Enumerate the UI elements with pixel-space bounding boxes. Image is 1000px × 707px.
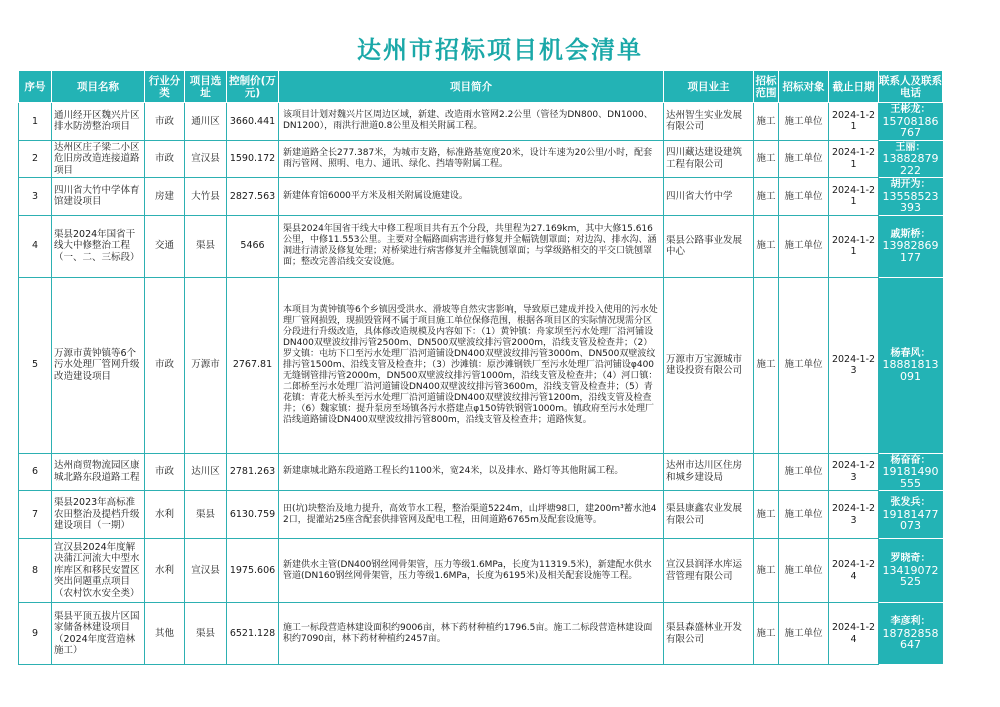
cell-category: 市政 xyxy=(145,277,185,453)
cell-scope: 施工 xyxy=(754,103,779,141)
cell-category: 交通 xyxy=(145,215,185,277)
contact-phone: 13419072525 xyxy=(882,563,939,589)
cell-target: 施工单位 xyxy=(779,277,829,453)
cell-contact xyxy=(879,603,943,665)
cell-no: 6 xyxy=(19,453,52,491)
cell-target: 施工单位 xyxy=(779,539,829,603)
cell-name: 通川经开区魏兴片区排水防涝整治项目 xyxy=(52,103,145,141)
cell-contact xyxy=(879,103,943,141)
cell-location: 渠县 xyxy=(185,491,227,539)
contact-name: 杨春风： xyxy=(890,347,931,359)
cell-price: 5466 xyxy=(227,215,279,277)
contact-name: 罗晓奇： xyxy=(890,553,931,565)
cell-intro: 新建道路全长277.387米，为城市支路，标准路基宽度20米，设计车速为20公里/小时，配套雨污管网、照明、电力、通讯、绿化、挡墙等附属工程。 xyxy=(279,140,664,178)
cell-owner: 渠县森盛林业开发有限公司 xyxy=(664,603,754,665)
cell-scope xyxy=(754,453,779,491)
project-table xyxy=(18,70,943,665)
cell-deadline: 2024-1-23 xyxy=(829,491,879,539)
cell-owner: 四川省大竹中学 xyxy=(664,178,754,216)
cell-name: 达州区庄子梁二小区危旧房改造连接道路项目 xyxy=(52,140,145,178)
contact-phone: 13558523393 xyxy=(882,189,939,214)
cell-no: 8 xyxy=(19,539,52,603)
cell-no: 1 xyxy=(19,103,52,141)
cell-name: 渠县平顶五拔片区国家储备林建设项目（2024年度营造林施工） xyxy=(52,603,145,665)
header-location: 项目选址 xyxy=(185,71,227,103)
header-scope: 招标范围 xyxy=(754,71,779,103)
cell-deadline: 2024-1-21 xyxy=(829,178,879,216)
cell-target: 施工单位 xyxy=(779,453,829,491)
cell-category: 市政 xyxy=(145,103,185,141)
cell-owner: 四川藏达建设建筑工程有限公司 xyxy=(664,140,754,178)
cell-intro: 新建体育馆6000平方米及相关附属设施建设。 xyxy=(279,178,664,216)
cell-deadline: 2024-1-21 xyxy=(829,215,879,277)
cell-target: 施工单位 xyxy=(779,140,829,178)
cell-name: 万源市黄钟镇等6个污水处理厂管网升级改造建设项目 xyxy=(52,277,145,453)
cell-category: 市政 xyxy=(145,140,185,178)
cell-location: 渠县 xyxy=(185,215,227,277)
cell-owner: 渠县康鑫农业发展有限公司 xyxy=(664,491,754,539)
cell-category: 水利 xyxy=(145,539,185,603)
contact-phone: 13882879222 xyxy=(882,152,939,177)
cell-scope: 施工 xyxy=(754,277,779,453)
header-no: 序号 xyxy=(19,71,52,103)
cell-target: 施工单位 xyxy=(779,491,829,539)
cell-intro: 新建供水主管(DN400钢丝网骨架管，压力等级1.6MPa，长度为11319.5米)，新建配水供水管道(DN160钢丝网骨架管，压力等级1.6MPa，长度为6195米)及相关配套设施等工程。 xyxy=(279,539,664,603)
header-target: 招标对象 xyxy=(779,71,829,103)
cell-contact xyxy=(879,277,943,453)
cell-intro: 本项目为黄钟镇等6个乡镇因受洪水、滑坡等自然灾害影响，导致原已建成并投入使用的污水处理厂管网损毁，现损毁管网不属于项目施工单位保修范围，根据各项目区的实际情况现需分区分段进行升级改造，具体修改造规模及内容如下：（1）黄钟镇：舟家坝至污水处理厂沿河铺设DN400双壁波纹排污管2500m、DN500双壁波纹排污管2000m，沿线支管及检查井；（2）罗文镇：屯坊下口至污水处理厂沿河道铺设DN400双壁波纹排污管3000m、DN500双壁波纹排污管1500m、沿线支管及检查井；（3）沙滩镇：原沙滩钢铁厂至污水处理厂沿河铺设φ400无缝钢管排污管2000m，DN500双壁波纹排污管1000m，沿线支管及检查井；（4）河口镇：二郎桥至污水处理厂沿河道铺设DN400双壁波纹排污管3600m，沿线支管及检查井；（5）青花镇：青花大桥头至污水处理厂沿河道铺设DN400双壁波纹排污管1200m，沿线支管及检查井；（6）魏家镇：提升泵房至场镇各污水搭建点φ150铸铁钢管1000m。镇政府至污水处理厂沿线道路铺设DN400双壁波纹排污管800m，沿线支管及检查井；道路恢复。 xyxy=(279,277,664,453)
cell-deadline: 2024-1-23 xyxy=(829,277,879,453)
cell-price: 6521.128 xyxy=(227,603,279,665)
table-row xyxy=(19,277,943,453)
cell-deadline: 2024-1-21 xyxy=(829,103,879,141)
cell-target: 施工单位 xyxy=(779,603,829,665)
contact-name: 杨奋奋： xyxy=(890,454,931,466)
cell-owner: 达州市达川区住房和城乡建设局 xyxy=(664,453,754,491)
contact-name: 李彦利： xyxy=(890,616,931,628)
header-intro: 项目简介 xyxy=(279,71,664,103)
cell-category: 房建 xyxy=(145,178,185,216)
cell-price: 6130.759 xyxy=(227,491,279,539)
contact-phone: 13982869177 xyxy=(882,239,939,264)
cell-name: 渠县2023年高标准农田整治及提档升级建设项目（一期） xyxy=(52,491,145,539)
table-row xyxy=(19,178,943,216)
cell-no: 4 xyxy=(19,215,52,277)
header-owner: 项目业主 xyxy=(664,71,754,103)
contact-phone: 19181477073 xyxy=(882,507,939,533)
cell-contact xyxy=(879,178,943,216)
cell-no: 2 xyxy=(19,140,52,178)
contact-phone: 18881813091 xyxy=(882,358,939,383)
cell-price: 2767.81 xyxy=(227,277,279,453)
cell-price: 1590.172 xyxy=(227,140,279,178)
page-title: 达州市招标项目机会清单 xyxy=(357,36,643,64)
cell-location: 宣汉县 xyxy=(185,539,227,603)
cell-location: 通川区 xyxy=(185,103,227,141)
cell-location: 万源市 xyxy=(185,277,227,453)
cell-contact xyxy=(879,140,943,178)
cell-location: 大竹县 xyxy=(185,178,227,216)
cell-deadline: 2024-1-24 xyxy=(829,603,879,665)
cell-intro: 施工一标段营造林建设面积约9006亩，林下药材种植约1796.5亩。施工二标段营造林建设面积约7090亩，林下药材种植约2457亩。 xyxy=(279,603,664,665)
table-row xyxy=(19,140,943,178)
cell-contact xyxy=(879,453,943,491)
contact-name: 戚斯桥： xyxy=(890,228,931,240)
cell-deadline: 2024-1-23 xyxy=(829,453,879,491)
header-name: 项目名称 xyxy=(52,71,145,103)
contact-name: 王彬龙： xyxy=(890,104,931,115)
table-row xyxy=(19,603,943,665)
cell-category: 其他 xyxy=(145,603,185,665)
cell-category: 水利 xyxy=(145,491,185,539)
cell-intro: 田(坑)块整治及地力提升，高效节水工程，整治渠道5224m，山坪塘98口，建200m³蓄水池42口，提灌站25座含配套供排管网及配电工程，田间道路6765m及配套设施等。 xyxy=(279,491,664,539)
cell-scope: 施工 xyxy=(754,491,779,539)
cell-price: 2827.563 xyxy=(227,178,279,216)
cell-owner: 宣汉县润泽水库运营管理有限公司 xyxy=(664,539,754,603)
cell-name: 渠县2024年国省干线大中修整治工程（一、二、三标段） xyxy=(52,215,145,277)
cell-name: 达州商贸物流园区康城北路东段道路工程 xyxy=(52,453,145,491)
cell-price: 2781.263 xyxy=(227,453,279,491)
contact-phone: 18782858647 xyxy=(882,626,939,652)
contact-phone: 19181490555 xyxy=(882,465,939,490)
header-deadline: 截止日期 xyxy=(829,71,879,103)
cell-no: 9 xyxy=(19,603,52,665)
cell-target: 施工单位 xyxy=(779,215,829,277)
table-row xyxy=(19,103,943,141)
cell-intro: 新建康城北路东段道路工程长约1100米，宽24米，以及排水、路灯等其他附属工程。 xyxy=(279,453,664,491)
cell-target: 施工单位 xyxy=(779,103,829,141)
table-row xyxy=(19,539,943,603)
cell-scope: 施工 xyxy=(754,215,779,277)
cell-deadline: 2024-1-21 xyxy=(829,140,879,178)
header-price: 控制价(万元) xyxy=(227,71,279,103)
header-contact: 联系人及联系电话 xyxy=(879,71,943,103)
cell-category: 市政 xyxy=(145,453,185,491)
cell-no: 3 xyxy=(19,178,52,216)
cell-scope: 施工 xyxy=(754,140,779,178)
cell-intro: 该项目计划对魏兴片区周边区域，新建、改造雨水管网2.2公里（管径为DN800、DN1000、DN1200），雨洪行泄道0.8公里及相关附属工程。 xyxy=(279,103,664,141)
cell-contact xyxy=(879,215,943,277)
cell-location: 达川区 xyxy=(185,453,227,491)
cell-contact xyxy=(879,539,943,603)
contact-name: 张发兵： xyxy=(890,497,931,509)
cell-owner: 渠县公路事业发展中心 xyxy=(664,215,754,277)
cell-location: 渠县 xyxy=(185,603,227,665)
table-row xyxy=(19,491,943,539)
table-row xyxy=(19,215,943,277)
cell-name: 宣汉县2024年度解决蒲江河流大中型水库库区和移民安置区突出问题重点项目（农村饮水安全类） xyxy=(52,539,145,603)
table-header-row xyxy=(19,71,943,103)
cell-contact xyxy=(879,491,943,539)
contact-name: 王丽： xyxy=(895,141,926,153)
cell-scope: 施工 xyxy=(754,178,779,216)
cell-price: 1975.606 xyxy=(227,539,279,603)
cell-intro: 渠县2024年国省干线大中修工程项目共有五个分段，共里程为27.169km，其中大修15.616公里，中修11.553公里。主要对全幅路面病害进行修复并全幅铣刨罩面；对边沟、排水沟、涵洞进行清淤及修复处理；对桥梁进行病害修复并全幅铣刨罩面；与掌级路相交的平交口铣刨罩面；整改完善沿线交安设施。 xyxy=(279,215,664,277)
header-category: 行业分类 xyxy=(145,71,185,103)
cell-owner: 达州智生实业发展有限公司 xyxy=(664,103,754,141)
cell-owner: 万源市万宝源城市建设投资有限公司 xyxy=(664,277,754,453)
cell-no: 5 xyxy=(19,277,52,453)
cell-scope: 施工 xyxy=(754,603,779,665)
cell-target: 施工单位 xyxy=(779,178,829,216)
cell-location: 宣汉县 xyxy=(185,140,227,178)
cell-scope: 施工 xyxy=(754,539,779,603)
table-row xyxy=(19,453,943,491)
contact-name: 胡开为： xyxy=(890,179,931,190)
cell-deadline: 2024-1-24 xyxy=(829,539,879,603)
contact-phone: 15708186767 xyxy=(882,114,939,139)
cell-no: 7 xyxy=(19,491,52,539)
cell-name: 四川省大竹中学体育馆建设项目 xyxy=(52,178,145,216)
cell-price: 3660.441 xyxy=(227,103,279,141)
